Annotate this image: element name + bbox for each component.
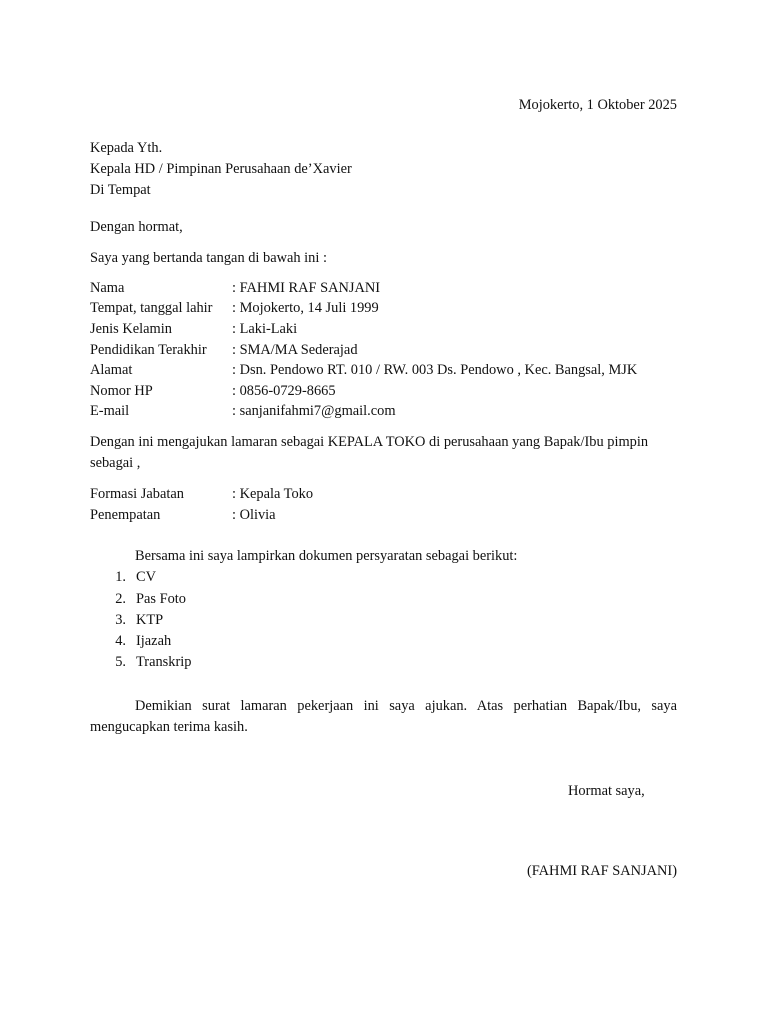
- list-item: Transkrip: [136, 654, 192, 670]
- list-item-number: 2.: [115, 591, 126, 607]
- application-line-1: Dengan ini mengajukan lamaran sebagai KEPALA TOKO di perusahaan yang Bapak/Ibu pimpin: [90, 434, 649, 450]
- field-value-pendidikan: : SMA/MA Sederajad: [232, 342, 358, 358]
- field-value-jenis-kelamin: : Laki-Laki: [232, 321, 298, 337]
- application-line-2: sebagai ,: [90, 455, 141, 471]
- list-item-number: 1.: [115, 569, 126, 585]
- field-label-ttl: Tempat, tanggal lahir: [90, 300, 213, 316]
- field-label-pendidikan: Pendidikan Terakhir: [90, 342, 207, 358]
- field-label-formasi: Formasi Jabatan: [90, 486, 184, 502]
- field-value-ttl: : Mojokerto, 14 Juli 1999: [232, 300, 379, 316]
- list-item-number: 3.: [115, 612, 126, 628]
- intro-text: Saya yang bertanda tangan di bawah ini :: [90, 250, 327, 266]
- field-label-email: E-mail: [90, 403, 130, 419]
- recipient-line-3: Di Tempat: [90, 182, 151, 198]
- recipient-line-1: Kepada Yth.: [90, 140, 163, 156]
- signature-name: (FAHMI RAF SANJANI): [526, 863, 677, 879]
- recipient-line-2: Kepala HD / Pimpinan Perusahaan de’Xavier: [90, 161, 352, 177]
- salutation: Dengan hormat,: [90, 219, 183, 235]
- list-item: Ijazah: [136, 633, 172, 649]
- list-item-number: 5.: [115, 654, 126, 670]
- field-label-nama: Nama: [90, 280, 125, 296]
- field-value-formasi: : Kepala Toko: [232, 486, 314, 502]
- field-value-alamat: : Dsn. Pendowo RT. 010 / RW. 003 Ds. Pendowo , Kec. Bangsal, MJK: [232, 362, 638, 378]
- field-value-nama: : FAHMI RAF SANJANI: [232, 280, 381, 296]
- field-label-alamat: Alamat: [90, 362, 133, 378]
- field-label-jenis-kelamin: Jenis Kelamin: [90, 321, 172, 337]
- field-value-nomor-hp: : 0856-0729-8665: [232, 383, 336, 399]
- list-item: CV: [136, 569, 156, 585]
- list-item: KTP: [136, 612, 164, 628]
- signoff: Hormat saya,: [568, 783, 645, 799]
- field-label-penempatan: Penempatan: [90, 507, 161, 523]
- list-item-number: 4.: [115, 633, 126, 649]
- field-value-penempatan: : Olivia: [232, 507, 276, 523]
- place-date: Mojokerto, 1 Oktober 2025: [518, 97, 677, 113]
- closing-paragraph: Demikian surat lamaran pekerjaan ini saya ajukan. Atas perhatian Bapak/Ibu, saya mengucapkan terima kasih.: [90, 698, 677, 735]
- field-value-email: : sanjanifahmi7@gmail.com: [232, 403, 396, 419]
- attachments-intro: Bersama ini saya lampirkan dokumen persyaratan sebagai berikut:: [135, 548, 518, 564]
- list-item: Pas Foto: [136, 591, 186, 607]
- field-label-nomor-hp: Nomor HP: [90, 383, 153, 399]
